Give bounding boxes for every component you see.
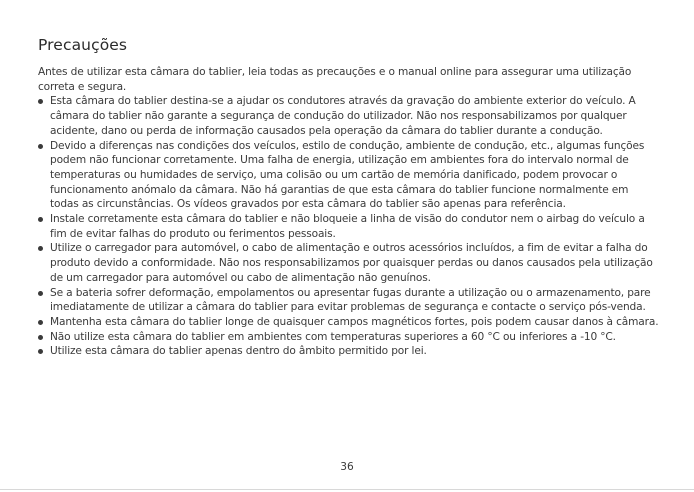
list-item bbox=[38, 286, 660, 315]
list-item bbox=[38, 344, 660, 359]
list-item-text: Utilize esta câmara do tablier apenas dentro do âmbito permitido por lei. bbox=[50, 345, 427, 358]
list-item-text: Instale corretamente esta câmara do tablier e não bloqueie a linha de visão do condutor nem o airbag do veículo a fim de evitar falhas do produto ou ferimentos pessoais. bbox=[50, 213, 645, 240]
list-item-text: Utilize o carregador para automóvel, o cabo de alimentação e outros acessórios incluídos, a fim de evitar a falha do produto devido a conformidade. Não nos responsabilizamos por quaisquer perdas ou danos causados pela utilização de um carregador para automóvel ou cabo de alimentação não genuínos. bbox=[50, 242, 653, 284]
bullet-icon bbox=[38, 349, 43, 354]
list-item-text: Não utilize esta câmara do tablier em ambientes com temperaturas superiores a 60 °C ou inferiores a -10 °C. bbox=[50, 330, 616, 343]
bottom-divider bbox=[0, 489, 694, 490]
list-item bbox=[38, 94, 660, 138]
bullet-icon bbox=[38, 144, 43, 149]
list-item bbox=[38, 139, 660, 213]
bullet-icon bbox=[38, 246, 43, 251]
list-item-text: Devido a diferenças nas condições dos veículos, estilo de condução, ambiente de condução, etc., algumas funções podem não funcionar corretamente. Uma falha de energia, utilização em ambientes fora do intervalo normal de temperaturas ou humidades de serviço, uma colisão ou um cartão de memória danificado, podem provocar o funcionamento anómalo da câmara. Não há garantias de que esta câmara do tablier funcione normalmente em todas as circunstâncias. Os vídeos gravados por esta câmara do tablier são apenas para referência. bbox=[50, 139, 645, 211]
page-number: 36 bbox=[340, 461, 354, 473]
list-item bbox=[38, 212, 660, 241]
bullet-icon bbox=[38, 320, 43, 325]
precautions-list bbox=[38, 94, 660, 359]
list-item bbox=[38, 241, 660, 285]
list-item-text: Esta câmara do tablier destina-se a ajudar os condutores através da gravação do ambiente exterior do veículo. A câmara do tablier não garante a segurança de condução do utilizador. Não nos responsabilizamos por qualquer acidente, dano ou perda de informação causados pela operação da câmara do tablier durante a condução. bbox=[50, 95, 636, 137]
intro-paragraph: Antes de utilizar esta câmara do tablier, leia todas as precauções e o manual online para assegurar uma utilização correta e segura. bbox=[38, 66, 632, 93]
list-item-text: Se a bateria sofrer deformação, empolamentos ou apresentar fugas durante a utilização ou o armazenamento, pare imediatamente de utilizar a câmara do tablier para evitar problemas de segurança e contacte o serviço pós-venda. bbox=[50, 286, 651, 314]
bullet-icon bbox=[38, 335, 43, 340]
bullet-icon bbox=[38, 99, 43, 104]
precautions-section bbox=[38, 65, 660, 359]
list-item bbox=[38, 330, 660, 345]
page-title: Precauções bbox=[38, 36, 128, 54]
bullet-icon bbox=[38, 217, 43, 222]
bullet-icon bbox=[38, 291, 43, 296]
list-item bbox=[38, 315, 660, 330]
list-item-text: Mantenha esta câmara do tablier longe de quaisquer campos magnéticos fortes, pois podem causar danos à câmara. bbox=[50, 315, 659, 328]
